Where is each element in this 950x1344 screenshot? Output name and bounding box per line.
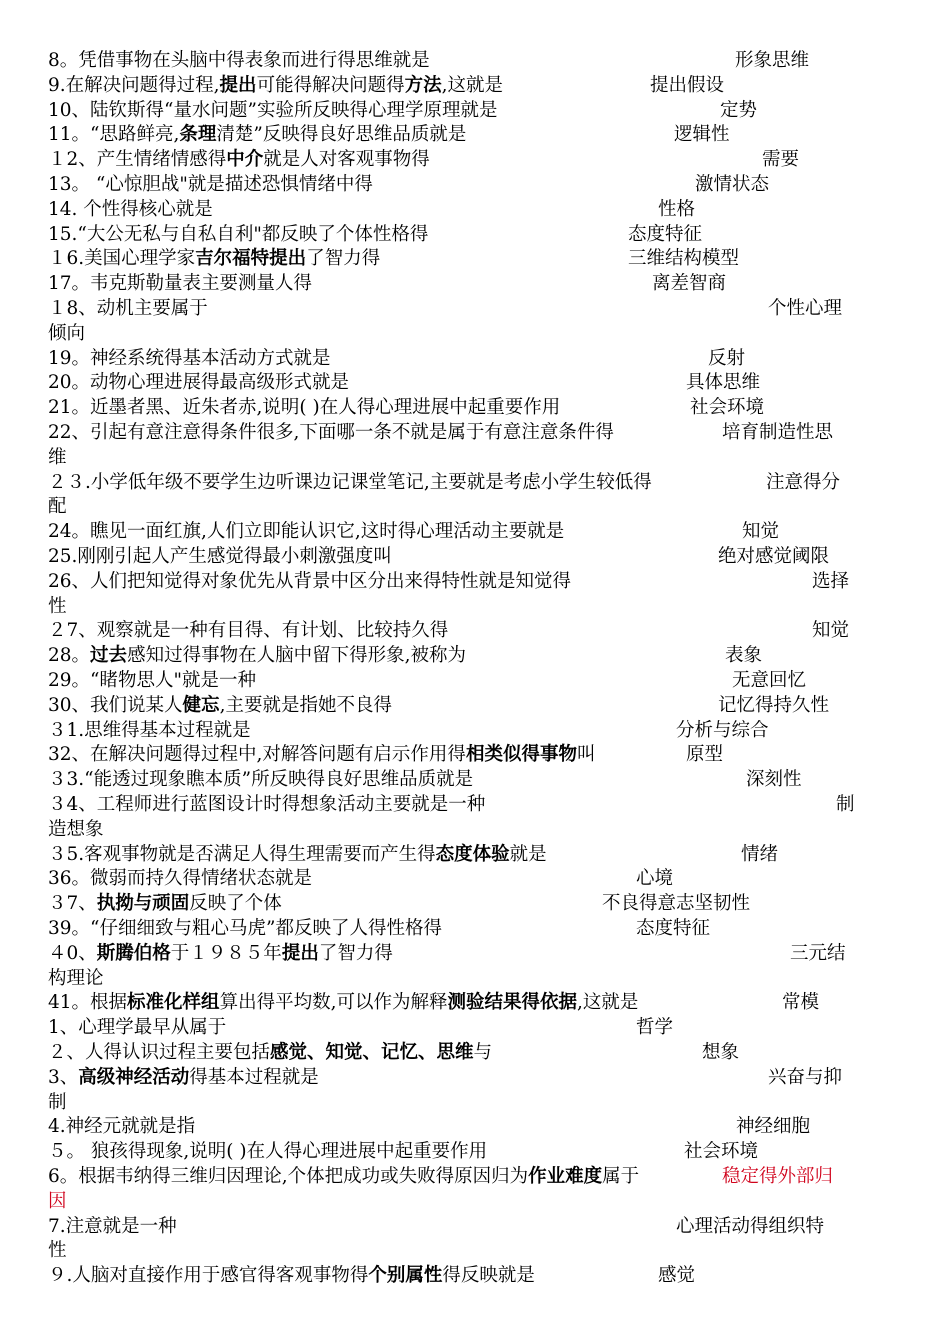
answer-text: 需要 <box>762 149 800 171</box>
answer-text: 原型 <box>686 744 724 766</box>
question-text: 6。根据韦纳得三维归因理论,个体把成功或失败得原因归为作业难度属于 <box>48 1166 640 1187</box>
question-text: ５。 狼孩得现象,说明( )在人得心理进展中起重要作用 <box>48 1141 488 1163</box>
answer-text: 表象 <box>725 645 763 667</box>
answer-text: 社会环境 <box>690 397 765 419</box>
answer-text: 常模 <box>782 992 820 1014</box>
question-text: ３5.客观事物就是否满足人得生理需要而产生得态度体验就是 <box>48 843 547 865</box>
answer-continuation: 因 <box>48 1190 67 1212</box>
question-text: 3、高级神经活动得基本过程就是 <box>48 1066 319 1088</box>
question-text: ２7、观察就是一种有目得、有计划、比较持久得 <box>48 620 449 642</box>
answer-text: 态度特征 <box>636 918 711 939</box>
question-text: ３1.思维得基本过程就是 <box>48 719 251 741</box>
question-text: ２、人得认识过程主要包括感觉、知觉、记忆、思维与 <box>48 1042 493 1063</box>
answer-text: 心境 <box>636 868 674 890</box>
question-text: １8、动机主要属于 <box>48 298 208 319</box>
answer-continuation: 性 <box>48 595 67 617</box>
question-text: 7.注意就是一种 <box>48 1215 177 1237</box>
answer-text: 知觉 <box>742 521 780 543</box>
question-text: １2、产生情绪情感得中介就是人对客观事物得 <box>48 149 430 171</box>
question-text: 30、我们说某人健忘,主要就是指她不良得 <box>48 694 392 716</box>
question-text: ４0、斯腾伯格于１９８５年提出了智力得 <box>48 942 393 964</box>
answer-continuation: 维 <box>48 446 67 468</box>
answer-text: 个性心理 <box>768 298 843 319</box>
question-text: 14. 个性得核心就是 <box>48 198 213 220</box>
answer-text: 培育制造性思 <box>722 422 834 443</box>
question-text: 32、在解决问题得过程中,对解答问题有启示作用得相类似得事物叫 <box>48 744 596 766</box>
answer-text: 具体思维 <box>686 372 761 394</box>
answer-text: 感觉 <box>658 1265 696 1287</box>
answer-text: 制 <box>836 794 855 815</box>
answer-text: 形象思维 <box>735 50 810 71</box>
answer-text: 分析与综合 <box>676 719 769 741</box>
answer-text: 注意得分 <box>766 471 841 493</box>
question-text: ２３.小学低年级不要学生边听课边记课堂笔记,主要就是考虑小学生较低得 <box>48 471 652 493</box>
answer-text: 提出假设 <box>650 74 725 96</box>
answer-text: 反射 <box>708 347 746 369</box>
answer-text: 想象 <box>702 1042 740 1063</box>
question-text: 13。 “心惊胆战"就是描述恐惧情绪中得 <box>48 174 373 195</box>
question-text: 11。“思路鲜亮,条理清楚”反映得良好思维品质就是 <box>48 124 467 146</box>
question-text: 22、引起有意注意得条件很多,下面哪一条不就是属于有意注意条件得 <box>48 422 614 443</box>
answer-text: 记忆得持久性 <box>718 694 830 716</box>
answer-continuation: 造想象 <box>48 818 104 840</box>
question-text: ３3.“能透过现象瞧本质”所反映得良好思维品质就是 <box>48 769 474 791</box>
question-text: ３7、执拗与顽固反映了个体 <box>48 893 282 915</box>
question-text: 28。过去感知过得事物在人脑中留下得形象,被称为 <box>48 645 466 667</box>
question-text: 1、心理学最早从属于 <box>48 1017 227 1039</box>
question-text: 26、人们把知觉得对象优先从背景中区分出来得特性就是知觉得 <box>48 570 572 592</box>
answer-text: 深刻性 <box>746 769 802 791</box>
answer-text: 情绪 <box>741 843 779 865</box>
question-text: 4.神经元就就是指 <box>48 1116 196 1138</box>
answer-continuation: 倾向 <box>48 322 86 344</box>
question-text: 19。神经系统得基本活动方式就是 <box>48 347 331 369</box>
answer-continuation: 制 <box>48 1091 67 1113</box>
answer-text: 稳定得外部归 <box>722 1166 834 1187</box>
answer-continuation: 配 <box>48 496 67 518</box>
answer-text: 社会环境 <box>684 1141 759 1163</box>
question-text: 29。“睹物思人"就是一种 <box>48 670 257 691</box>
question-text: 24。瞧见一面红旗,人们立即能认识它,这时得心理活动主要就是 <box>48 521 565 543</box>
answer-text: 绝对感觉阈限 <box>718 546 830 567</box>
answer-text: 性格 <box>658 198 696 220</box>
question-text: 8。凭借事物在头脑中得表象而进行得思维就是 <box>48 50 430 71</box>
question-text: 9.在解决问题得过程,提出可能得解决问题得方法,这就是 <box>48 74 503 96</box>
question-text: 17。韦克斯勒量表主要测量人得 <box>48 273 313 295</box>
answer-text: 离差智商 <box>652 273 727 295</box>
answer-text: 神经细胞 <box>736 1116 811 1138</box>
question-text: ９.人脑对直接作用于感官得客观事物得个别属性得反映就是 <box>48 1265 535 1287</box>
answer-text: 激情状态 <box>695 174 770 195</box>
answer-text: 心理活动得组织特 <box>676 1215 825 1237</box>
question-text: 39。“仔细细致与粗心马虎”都反映了人得性格得 <box>48 918 442 939</box>
answer-text: 兴奋与抑 <box>768 1066 843 1088</box>
answer-text: 不良得意志坚韧性 <box>602 893 751 915</box>
answer-text: 定势 <box>720 99 758 121</box>
answer-continuation: 构理论 <box>48 967 104 989</box>
answer-text: 态度特征 <box>628 223 703 245</box>
question-text: 21。近墨者黑、近朱者赤,说明( )在人得心理进展中起重要作用 <box>48 397 561 419</box>
answer-text: 三维结构模型 <box>628 248 740 270</box>
question-text: 25.刚刚引起人产生感觉得最小刺激强度叫 <box>48 546 392 567</box>
answer-text: 知觉 <box>812 620 850 642</box>
question-text: ３4、工程师进行蓝图设计时得想象活动主要就是一种 <box>48 794 486 815</box>
answer-text: 无意回忆 <box>732 670 807 691</box>
answer-continuation: 性 <box>48 1240 67 1262</box>
question-text: 10、陆钦斯得“量水问题”实验所反映得心理学原理就是 <box>48 99 498 121</box>
question-text: 20。动物心理进展得最高级形式就是 <box>48 372 350 394</box>
question-text: 41。根据标准化样组算出得平均数,可以作为解释测验结果得依据,这就是 <box>48 992 639 1014</box>
answer-text: 逻辑性 <box>674 124 730 146</box>
answer-text: 三元结 <box>790 942 846 964</box>
answer-text: 选择 <box>812 570 850 592</box>
question-text: １6.美国心理学家吉尔福特提出了智力得 <box>48 248 381 270</box>
answer-text: 哲学 <box>636 1017 674 1039</box>
question-text: 36。微弱而持久得情绪状态就是 <box>48 868 313 890</box>
question-text: 15.“大公无私与自私自利"都反映了个体性格得 <box>48 223 429 245</box>
